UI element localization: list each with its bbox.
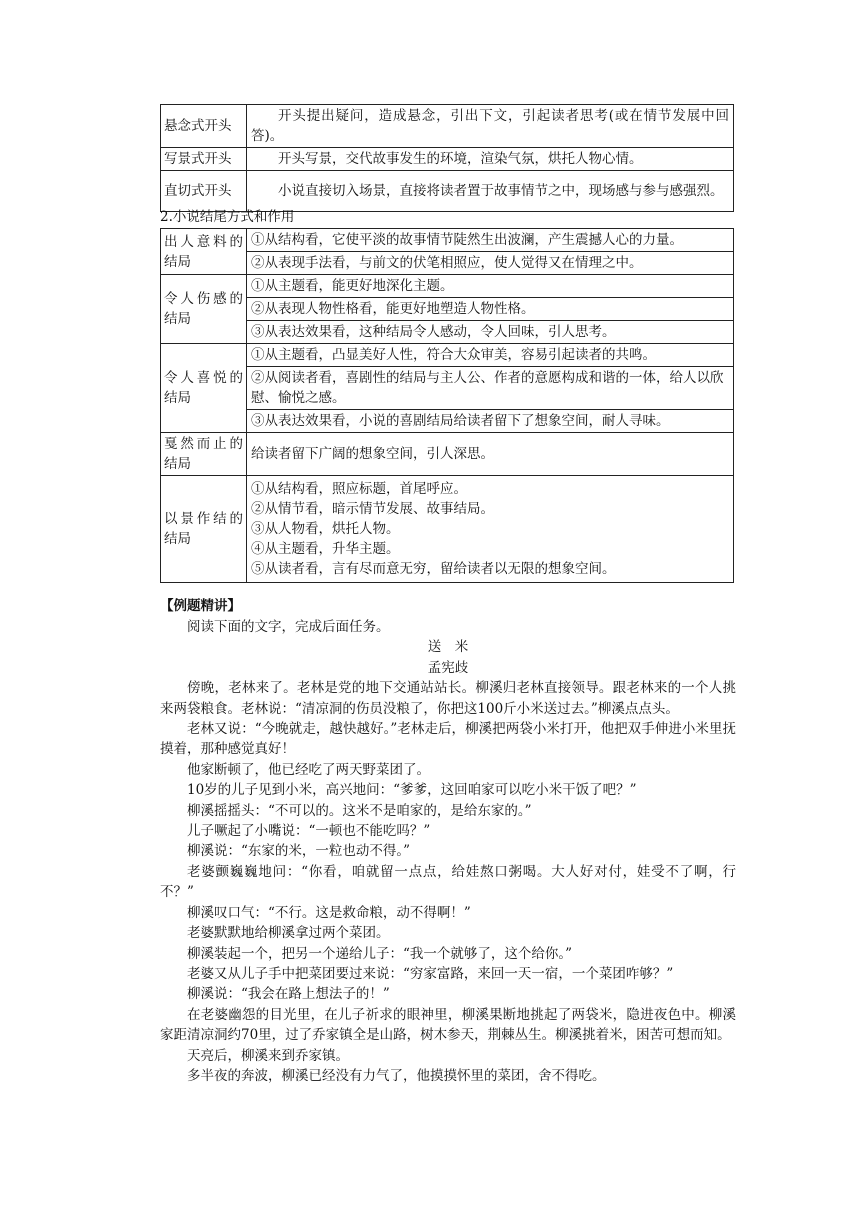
story-paragraph: 天亮后，柳溪来到乔家镇。 [187, 1047, 349, 1064]
ending-methods-table [160, 228, 734, 583]
group-item: ①从主题看，能更好地深化主题。 [247, 275, 734, 298]
table-row [161, 148, 734, 171]
story-paragraph: 柳溪装起一个，把另一个递给儿子：“我一个就够了，这个给你。” [187, 945, 573, 962]
story-paragraph: 老林又说：“今晚就走，越快越好。”老林走后，柳溪把两袋小米打开，他把双手伸进小米里抚摸着，那种感觉真好！ [160, 721, 736, 758]
group-item: ②从阅读者看，喜剧性的结局与主人公、作者的意愿构成和谐的一体，给人以欣慰、愉悦之感。 [247, 367, 734, 410]
row-text: 开头提出疑问，造成悬念，引出下文，引起读者思考(或在情节发展中回答)。 [247, 105, 734, 148]
section-heading: 【例题精讲】 [160, 598, 241, 614]
story-paragraph: 柳溪说：“我会在路上想法子的！” [187, 986, 390, 1003]
group-item: ①从主题看，凸显美好人性，符合大众审美，容易引起读者的共鸣。 [247, 344, 734, 367]
group-label: 以景作结的结局 [161, 476, 247, 583]
table-row [161, 476, 734, 583]
table-row [161, 321, 734, 344]
story-title: 送 米 [427, 639, 469, 656]
row-text: 小说直接切入场景，直接将读者置于故事情节之中，现场感与参与感强烈。 [247, 171, 734, 212]
story-paragraph: 傍晚，老林来了。老林是党的地下交通站站长。柳溪归老林直接领导。跟老林来的一个人挑来两袋粮食。老林说：“清凉洞的伤员没粮了，你把这100斤小米送过去。”柳溪点点头。 [160, 680, 736, 717]
story-paragraph: 柳溪摇摇头：“不可以的。这米不是咱家的，是给东家的。” [187, 802, 532, 819]
story-paragraph: 他家断顿了，他已经吃了两天野菜团了。 [187, 761, 430, 778]
story-paragraph: 多半夜的奔波，柳溪已经没有力气了，他摸摸怀里的菜团，舍不得吃。 [187, 1067, 606, 1084]
table-row [161, 252, 734, 275]
group-item: ④从主题看，升华主题。 [251, 541, 400, 557]
opening-methods-table [160, 104, 734, 212]
group-item: ②从表现人物性格看，能更好地塑造人物性格。 [247, 298, 734, 321]
story-paragraph: 老婆颤巍巍地问：“你看，咱就留一点点，给娃熬口粥喝。大人好对付，娃受不了啊，行不？” [160, 863, 736, 901]
table-row [161, 298, 734, 321]
group-item: ①从结构看，照应标题，首尾呼应。 [251, 481, 467, 497]
group-label: 出人意料的结局 [161, 229, 247, 275]
table-row [161, 344, 734, 367]
row-label: 悬念式开头 [161, 105, 247, 148]
story-body [160, 678, 736, 1086]
story-paragraph: 柳溪说：“东家的米，一粒也动不得。” [187, 843, 411, 860]
table-row [161, 229, 734, 252]
row-label: 直切式开头 [161, 171, 247, 212]
story-author: 孟宪歧 [427, 659, 469, 676]
group-item: 给读者留下广阔的想象空间，引人深思。 [247, 433, 734, 476]
story-paragraph: 老婆又从儿子手中把菜团要过来说：“穷家富路，来回一天一宿，一个菜团咋够？” [187, 965, 674, 982]
group-item: ②从表现手法看，与前文的伏笔相照应，使人觉得又在情理之中。 [247, 252, 734, 275]
row-label: 写景式开头 [161, 148, 247, 171]
group-label: 戛然而止的结局 [161, 433, 247, 476]
story-section [160, 617, 736, 1086]
group-item: ⑤从读者看，言有尽而意无穷，留给读者以无限的想象空间。 [251, 561, 616, 577]
group-label: 令人伤感的结局 [161, 275, 247, 344]
table-row [161, 410, 734, 433]
group-item: ②从情节看，暗示情节发展、故事结局。 [251, 501, 494, 517]
group-item: ③从人物看，烘托人物。 [251, 521, 400, 537]
table-row [161, 367, 734, 410]
table-row [161, 105, 734, 148]
row-text: 开头写景，交代故事发生的环境，渲染气氛，烘托人物心情。 [247, 148, 734, 171]
story-paragraph: 10岁的儿子见到小米，高兴地问：“爹爹，这回咱家可以吃小米干饭了吧？” [187, 782, 637, 799]
instruction-text: 阅读下面的文字，完成后面任务。 [187, 619, 390, 635]
group-item: ①从结构看，它使平淡的故事情节陡然生出波澜，产生震撼人心的力量。 [247, 229, 734, 252]
story-paragraph: 老婆默默地给柳溪拿过两个菜团。 [187, 925, 390, 942]
table-row [161, 275, 734, 298]
story-paragraph: 柳溪叹口气：“不行。这是救命粮，动不得啊！” [187, 904, 471, 921]
group-items-cell [247, 476, 734, 583]
story-paragraph: 在老婆幽怨的目光里，在儿子祈求的眼神里，柳溪果断地挑起了两袋米，隐进夜色中。柳溪家距清凉洞约70里，过了乔家镇全是山路，树木参天，荆棘丛生。柳溪挑着米，困苦可想而知。 [160, 1006, 736, 1044]
group-label: 令人喜悦的结局 [161, 344, 247, 433]
ending-methods-title: 2.小说结尾方式和作用 [160, 209, 295, 225]
table-row [161, 433, 734, 476]
table-row [161, 171, 734, 212]
story-paragraph: 儿子噘起了小嘴说：“一顿也不能吃吗？” [187, 823, 431, 840]
group-item: ③从表达效果看，这种结局令人感动，令人回味，引人思考。 [247, 321, 734, 344]
group-item: ③从表达效果看，小说的喜剧结局给读者留下了想象空间，耐人寻味。 [247, 410, 734, 433]
